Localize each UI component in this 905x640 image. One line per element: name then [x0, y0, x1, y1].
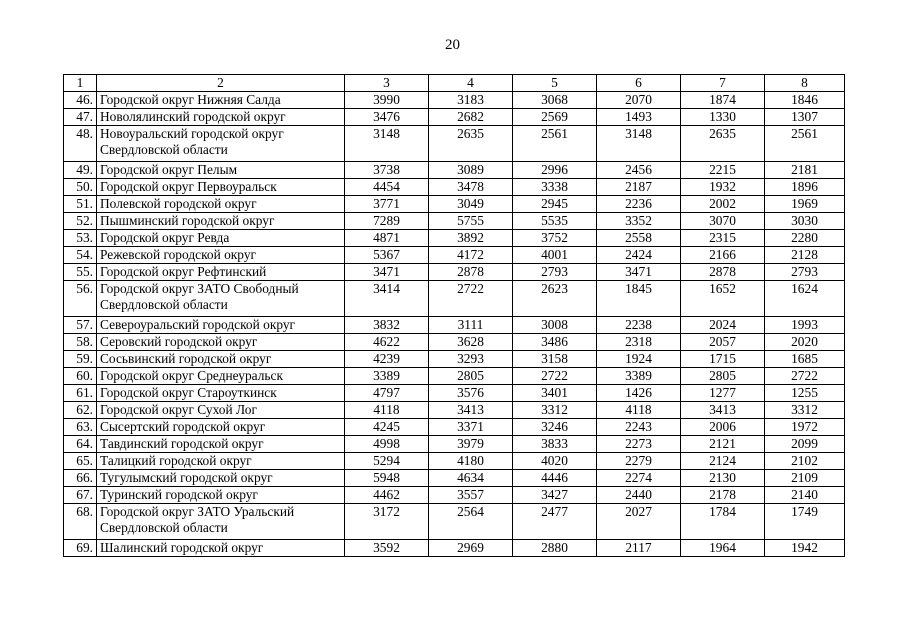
row-number: 47.	[64, 109, 97, 126]
column-header: 8	[765, 75, 845, 92]
value-cell: 2793	[765, 264, 845, 281]
table-row	[64, 264, 845, 281]
row-number: 52.	[64, 213, 97, 230]
value-cell: 2020	[765, 334, 845, 351]
column-header: 2	[97, 75, 345, 92]
municipality-name: Городской округ Первоуральск	[97, 179, 345, 196]
value-cell: 2880	[513, 540, 597, 557]
table-row	[64, 453, 845, 470]
value-cell: 5294	[345, 453, 429, 470]
municipality-name: Серовский городской округ	[97, 334, 345, 351]
value-cell: 3752	[513, 230, 597, 247]
table-row	[64, 487, 845, 504]
row-number: 69.	[64, 540, 97, 557]
value-cell: 1624	[765, 281, 845, 317]
value-cell: 1652	[681, 281, 765, 317]
municipality-name: Тавдинский городской округ	[97, 436, 345, 453]
value-cell: 3892	[429, 230, 513, 247]
table-row	[64, 196, 845, 213]
value-cell: 2722	[513, 368, 597, 385]
value-cell: 2440	[597, 487, 681, 504]
value-cell: 2024	[681, 317, 765, 334]
value-cell: 2969	[429, 540, 513, 557]
value-cell: 1964	[681, 540, 765, 557]
value-cell: 3111	[429, 317, 513, 334]
value-cell: 4797	[345, 385, 429, 402]
municipality-name: Тугулымский городской округ	[97, 470, 345, 487]
value-cell: 4180	[429, 453, 513, 470]
municipality-name: Талицкий городской округ	[97, 453, 345, 470]
value-cell: 1784	[681, 504, 765, 540]
table-row	[64, 162, 845, 179]
value-cell: 4239	[345, 351, 429, 368]
value-cell: 3148	[597, 126, 681, 162]
value-cell: 2070	[597, 92, 681, 109]
value-cell: 2878	[681, 264, 765, 281]
table-row	[64, 402, 845, 419]
value-cell: 1255	[765, 385, 845, 402]
value-cell: 4172	[429, 247, 513, 264]
row-number: 55.	[64, 264, 97, 281]
value-cell: 3049	[429, 196, 513, 213]
value-cell: 3068	[513, 92, 597, 109]
column-header: 1	[64, 75, 97, 92]
table-row	[64, 317, 845, 334]
municipality-name: Сысертский городской округ	[97, 419, 345, 436]
table-row	[64, 109, 845, 126]
municipality-name: Городской округ ЗАТО Уральский Свердловской области	[97, 504, 345, 540]
value-cell: 3771	[345, 196, 429, 213]
value-cell: 1715	[681, 351, 765, 368]
value-cell: 2569	[513, 109, 597, 126]
table-row	[64, 351, 845, 368]
value-cell: 3312	[513, 402, 597, 419]
column-header: 5	[513, 75, 597, 92]
row-number: 64.	[64, 436, 97, 453]
value-cell: 2178	[681, 487, 765, 504]
row-number: 62.	[64, 402, 97, 419]
table-row	[64, 385, 845, 402]
municipality-name: Туринский городской округ	[97, 487, 345, 504]
value-cell: 3476	[345, 109, 429, 126]
row-number: 59.	[64, 351, 97, 368]
value-cell: 4998	[345, 436, 429, 453]
value-cell: 5755	[429, 213, 513, 230]
value-cell: 3990	[345, 92, 429, 109]
value-cell: 4446	[513, 470, 597, 487]
value-cell: 2099	[765, 436, 845, 453]
municipality-name: Шалинский городской округ	[97, 540, 345, 557]
value-cell: 2002	[681, 196, 765, 213]
value-cell: 2124	[681, 453, 765, 470]
value-cell: 3352	[597, 213, 681, 230]
value-cell: 1845	[597, 281, 681, 317]
column-header: 4	[429, 75, 513, 92]
value-cell: 2315	[681, 230, 765, 247]
value-cell: 3183	[429, 92, 513, 109]
value-cell: 4020	[513, 453, 597, 470]
value-cell: 1749	[765, 504, 845, 540]
value-cell: 2477	[513, 504, 597, 540]
value-cell: 2424	[597, 247, 681, 264]
municipality-name: Городской округ Ревда	[97, 230, 345, 247]
row-number: 54.	[64, 247, 97, 264]
value-cell: 4462	[345, 487, 429, 504]
value-cell: 4622	[345, 334, 429, 351]
value-cell: 4871	[345, 230, 429, 247]
row-number: 50.	[64, 179, 97, 196]
value-cell: 4001	[513, 247, 597, 264]
data-table	[63, 74, 845, 557]
row-number: 51.	[64, 196, 97, 213]
row-number: 48.	[64, 126, 97, 162]
row-number: 60.	[64, 368, 97, 385]
value-cell: 3592	[345, 540, 429, 557]
table-body	[64, 75, 845, 557]
municipality-name: Полевской городской округ	[97, 196, 345, 213]
value-cell: 3427	[513, 487, 597, 504]
value-cell: 2456	[597, 162, 681, 179]
value-cell: 1969	[765, 196, 845, 213]
value-cell: 3158	[513, 351, 597, 368]
municipality-name: Сосьвинский городской округ	[97, 351, 345, 368]
value-cell: 2243	[597, 419, 681, 436]
value-cell: 2945	[513, 196, 597, 213]
value-cell: 3486	[513, 334, 597, 351]
value-cell: 2878	[429, 264, 513, 281]
table-row	[64, 247, 845, 264]
value-cell: 3414	[345, 281, 429, 317]
value-cell: 2187	[597, 179, 681, 196]
column-header: 6	[597, 75, 681, 92]
table-row	[64, 419, 845, 436]
municipality-name: Городской округ Среднеуральск	[97, 368, 345, 385]
value-cell: 2006	[681, 419, 765, 436]
value-cell: 2623	[513, 281, 597, 317]
value-cell: 3371	[429, 419, 513, 436]
value-cell: 2273	[597, 436, 681, 453]
table-row	[64, 126, 845, 162]
value-cell: 2181	[765, 162, 845, 179]
value-cell: 1330	[681, 109, 765, 126]
value-cell: 3030	[765, 213, 845, 230]
value-cell: 3070	[681, 213, 765, 230]
value-cell: 3833	[513, 436, 597, 453]
value-cell: 1685	[765, 351, 845, 368]
value-cell: 2117	[597, 540, 681, 557]
value-cell: 2318	[597, 334, 681, 351]
value-cell: 2793	[513, 264, 597, 281]
value-cell: 4118	[345, 402, 429, 419]
row-number: 46.	[64, 92, 97, 109]
value-cell: 2130	[681, 470, 765, 487]
value-cell: 3557	[429, 487, 513, 504]
row-number: 68.	[64, 504, 97, 540]
value-cell: 1426	[597, 385, 681, 402]
value-cell: 3738	[345, 162, 429, 179]
value-cell: 1874	[681, 92, 765, 109]
value-cell: 2564	[429, 504, 513, 540]
value-cell: 3401	[513, 385, 597, 402]
value-cell: 3832	[345, 317, 429, 334]
municipality-name: Североуральский городской округ	[97, 317, 345, 334]
value-cell: 1307	[765, 109, 845, 126]
value-cell: 2215	[681, 162, 765, 179]
value-cell: 3008	[513, 317, 597, 334]
value-cell: 1846	[765, 92, 845, 109]
column-header: 3	[345, 75, 429, 92]
value-cell: 2128	[765, 247, 845, 264]
value-cell: 3172	[345, 504, 429, 540]
value-cell: 2561	[765, 126, 845, 162]
municipality-name: Новолялинский городской округ	[97, 109, 345, 126]
row-number: 58.	[64, 334, 97, 351]
value-cell: 3338	[513, 179, 597, 196]
value-cell: 3246	[513, 419, 597, 436]
value-cell: 3293	[429, 351, 513, 368]
municipality-name: Пышминский городской округ	[97, 213, 345, 230]
value-cell: 2057	[681, 334, 765, 351]
municipality-name: Городской округ Сухой Лог	[97, 402, 345, 419]
page-number: 20	[445, 37, 460, 53]
table-row	[64, 540, 845, 557]
value-cell: 3576	[429, 385, 513, 402]
value-cell: 2996	[513, 162, 597, 179]
value-cell: 3389	[597, 368, 681, 385]
value-cell: 3312	[765, 402, 845, 419]
row-number: 65.	[64, 453, 97, 470]
value-cell: 2279	[597, 453, 681, 470]
value-cell: 2121	[681, 436, 765, 453]
row-number: 56.	[64, 281, 97, 317]
value-cell: 2722	[765, 368, 845, 385]
value-cell: 3471	[597, 264, 681, 281]
value-cell: 4118	[597, 402, 681, 419]
row-number: 49.	[64, 162, 97, 179]
municipality-name: Городской округ Рефтинский	[97, 264, 345, 281]
value-cell: 2280	[765, 230, 845, 247]
value-cell: 2722	[429, 281, 513, 317]
value-cell: 2236	[597, 196, 681, 213]
value-cell: 2238	[597, 317, 681, 334]
table-row	[64, 213, 845, 230]
value-cell: 1932	[681, 179, 765, 196]
value-cell: 3413	[429, 402, 513, 419]
value-cell: 5948	[345, 470, 429, 487]
table-row	[64, 92, 845, 109]
value-cell: 5367	[345, 247, 429, 264]
municipality-name: Городской округ ЗАТО Свободный Свердловской области	[97, 281, 345, 317]
value-cell: 2166	[681, 247, 765, 264]
value-cell: 2635	[681, 126, 765, 162]
municipality-name: Городской округ Староуткинск	[97, 385, 345, 402]
value-cell: 7289	[345, 213, 429, 230]
row-number: 53.	[64, 230, 97, 247]
value-cell: 1277	[681, 385, 765, 402]
value-cell: 2274	[597, 470, 681, 487]
value-cell: 3979	[429, 436, 513, 453]
value-cell: 2027	[597, 504, 681, 540]
value-cell: 1972	[765, 419, 845, 436]
table-row	[64, 368, 845, 385]
municipality-name: Новоуральский городской округ Свердловской области	[97, 126, 345, 162]
table-row	[64, 281, 845, 317]
value-cell: 2682	[429, 109, 513, 126]
value-cell: 2635	[429, 126, 513, 162]
value-cell: 5535	[513, 213, 597, 230]
value-cell: 4454	[345, 179, 429, 196]
value-cell: 3413	[681, 402, 765, 419]
row-number: 67.	[64, 487, 97, 504]
table-row	[64, 504, 845, 540]
value-cell: 3471	[345, 264, 429, 281]
value-cell: 2140	[765, 487, 845, 504]
table-row	[64, 470, 845, 487]
table-row	[64, 230, 845, 247]
municipality-name: Городской округ Пелым	[97, 162, 345, 179]
value-cell: 2109	[765, 470, 845, 487]
value-cell: 4245	[345, 419, 429, 436]
value-cell: 3389	[345, 368, 429, 385]
value-cell: 2805	[681, 368, 765, 385]
row-number: 63.	[64, 419, 97, 436]
value-cell: 2558	[597, 230, 681, 247]
row-number: 61.	[64, 385, 97, 402]
table-header-row	[64, 75, 845, 92]
value-cell: 2102	[765, 453, 845, 470]
value-cell: 3628	[429, 334, 513, 351]
row-number: 57.	[64, 317, 97, 334]
value-cell: 4634	[429, 470, 513, 487]
value-cell: 1896	[765, 179, 845, 196]
value-cell: 3089	[429, 162, 513, 179]
table-row	[64, 334, 845, 351]
table-row	[64, 436, 845, 453]
row-number: 66.	[64, 470, 97, 487]
value-cell: 2561	[513, 126, 597, 162]
value-cell: 1924	[597, 351, 681, 368]
value-cell: 3478	[429, 179, 513, 196]
value-cell: 1493	[597, 109, 681, 126]
value-cell: 1942	[765, 540, 845, 557]
table-row	[64, 179, 845, 196]
value-cell: 3148	[345, 126, 429, 162]
value-cell: 1993	[765, 317, 845, 334]
value-cell: 2805	[429, 368, 513, 385]
column-header: 7	[681, 75, 765, 92]
municipality-name: Режевской городской округ	[97, 247, 345, 264]
municipality-name: Городской округ Нижняя Салда	[97, 92, 345, 109]
